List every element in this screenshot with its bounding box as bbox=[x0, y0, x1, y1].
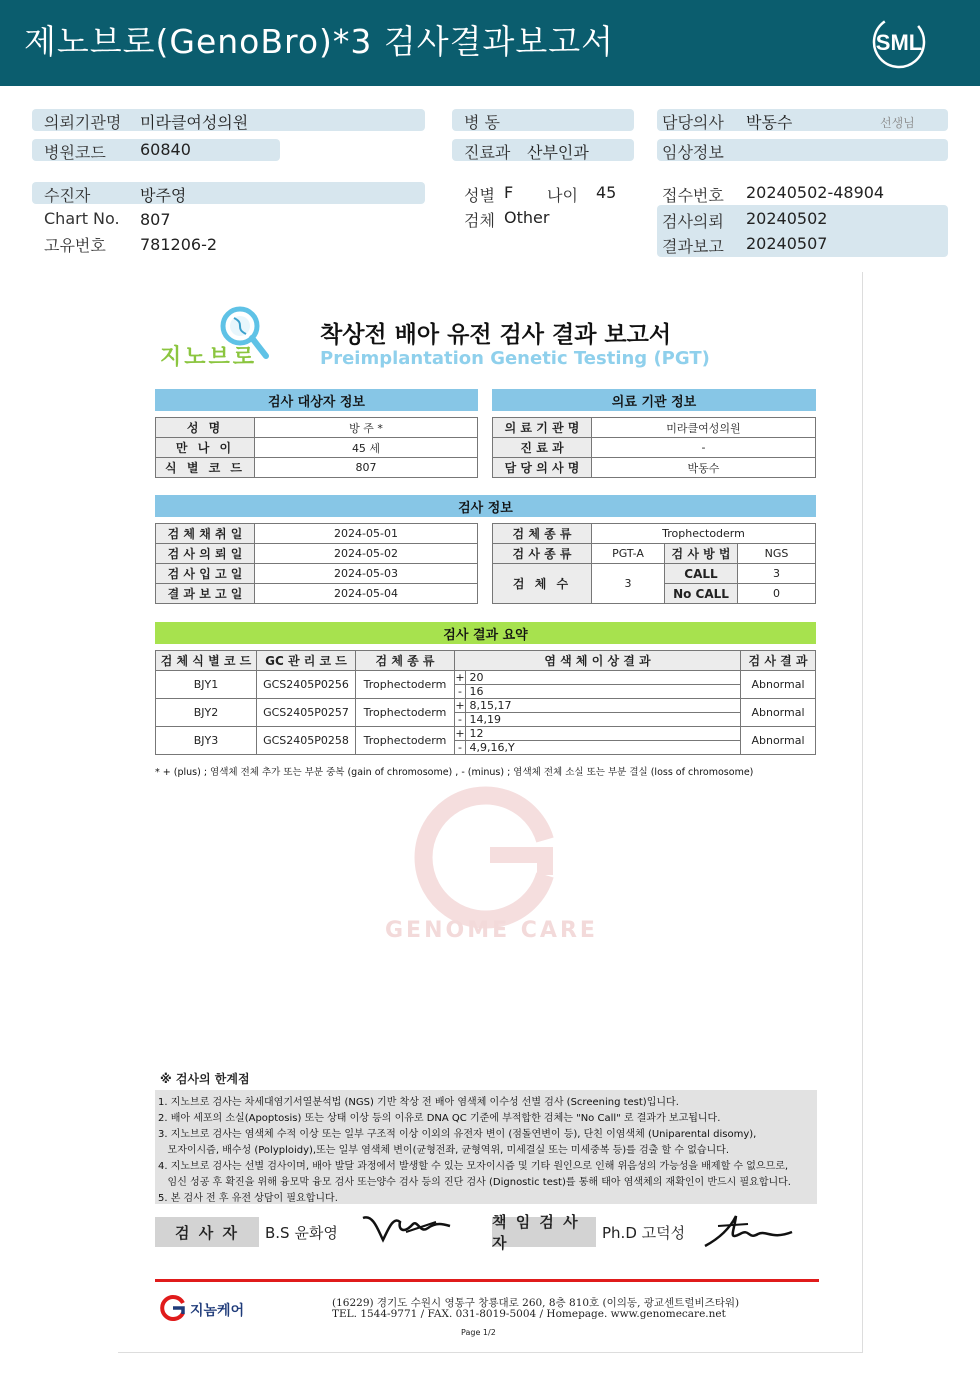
specimen-value: Other bbox=[504, 208, 550, 227]
limit-item: 1. 지노브로 검사는 차세대염기서열분석법 (NGS) 기반 착상 전 배아 염색체 이수성 선별 검사 (Screening test)입니다. bbox=[158, 1097, 679, 1108]
sex-label: 성별 bbox=[464, 186, 495, 205]
chart-value: 807 bbox=[140, 210, 171, 229]
gain-value: 8,15,17 bbox=[469, 699, 512, 712]
table-row bbox=[156, 699, 816, 727]
tester-label: 검 사 자 bbox=[155, 1217, 259, 1247]
request-date-value: 2024-05-02 bbox=[255, 544, 478, 564]
watermark-g-icon bbox=[405, 780, 575, 930]
subject-age-value: 45 세 bbox=[255, 438, 478, 458]
report-title: 착상전 배아 유전 검사 결과 보고서 bbox=[320, 322, 672, 348]
chromosome-cell bbox=[455, 727, 741, 755]
gc-code-cell: GCS2405P0257 bbox=[257, 699, 356, 727]
table-row bbox=[493, 524, 816, 544]
inst-name-label: 의 료 기 관 명 bbox=[493, 418, 592, 438]
brand-text: 지노브로 bbox=[160, 345, 258, 370]
sample-id-cell: BJY3 bbox=[156, 727, 257, 755]
test-dates-table bbox=[155, 523, 478, 604]
test-type-label: 검 사 종 류 bbox=[493, 544, 592, 564]
count-value: 3 bbox=[592, 564, 665, 604]
chromosome-cell bbox=[455, 671, 741, 699]
summary-header-row bbox=[156, 651, 816, 671]
inst-doctor-label: 담 당 의 사 명 bbox=[493, 458, 592, 478]
institution-value: 미라클여성의원 bbox=[140, 113, 249, 132]
page-number: Page 1/2 bbox=[461, 1328, 496, 1337]
table-row bbox=[156, 438, 478, 458]
hospital-code-label: 병원코드 bbox=[44, 143, 106, 162]
footer-contact: TEL. 1544-9771 / FAX. 031-8019-5004 / Homepage. www.genomecare.net bbox=[332, 1308, 726, 1320]
doctor-label: 담당의사 bbox=[662, 113, 724, 132]
limit-item: 모자이시즘, 배수성 (Polyploidy),또는 일부 염색체 변이(균형전좌, 균형역위, 미세결실 또는 미세중복 등)를 검출 할 수 없습니다. bbox=[158, 1145, 730, 1156]
method-label: 검 사 방 법 bbox=[665, 544, 738, 564]
table-row bbox=[156, 727, 816, 755]
table-row bbox=[156, 524, 478, 544]
minus-sign: - bbox=[455, 685, 466, 698]
subject-table bbox=[155, 417, 478, 478]
col-chromosome: 염 색 체 이 상 결 과 bbox=[455, 651, 741, 671]
logo-text: SML bbox=[875, 30, 923, 55]
table-row bbox=[156, 418, 478, 438]
patient-value: 방주영 bbox=[140, 186, 187, 205]
institution-table bbox=[492, 417, 816, 478]
inst-dept-label: 진 료 과 bbox=[493, 438, 592, 458]
footnote: * + (plus) ; 염색체 전체 추가 또는 부분 중복 (gain of chromosome) , - (minus) ; 염색체 전체 소실 또는 부분 결실 (loss of chromosome) bbox=[155, 767, 754, 778]
summary-header: 검사 결과 요약 bbox=[155, 622, 816, 644]
chromosome-cell bbox=[455, 699, 741, 727]
sml-logo bbox=[868, 14, 930, 70]
test-type-value: PGT-A bbox=[592, 544, 665, 564]
loss-value: 16 bbox=[469, 685, 484, 698]
count-label: 검 체 수 bbox=[493, 564, 592, 604]
subject-name-value: 방 주 * bbox=[255, 418, 478, 438]
subject-id-label: 식 별 코 드 bbox=[156, 458, 255, 478]
request-date-label: 검 사 의 뢰 일 bbox=[156, 544, 255, 564]
receive-label: 검 사 입 고 일 bbox=[156, 564, 255, 584]
specimen-cell: Trophectoderm bbox=[356, 671, 455, 699]
table-row bbox=[493, 564, 816, 584]
genomecare-logo bbox=[158, 1293, 188, 1327]
specimen-label: 검체 bbox=[464, 211, 495, 230]
institution-label: 의뢰기관명 bbox=[44, 113, 122, 132]
sml-logo-icon bbox=[868, 14, 930, 70]
table-row bbox=[156, 584, 478, 604]
limit-item: 4. 지노브로 검사는 선별 검사이며, 배아 발달 과정에서 발생할 수 있는 모자이시즘 및 기타 원인으로 인해 위음성의 가능성을 배제할 수 없으므로, bbox=[158, 1161, 789, 1172]
department-label: 진료과 bbox=[464, 143, 511, 162]
report-date-value: 2024-05-04 bbox=[255, 584, 478, 604]
plus-sign: + bbox=[455, 671, 465, 684]
subject-id-value: 807 bbox=[255, 458, 478, 478]
test-info-header: 검사 정보 bbox=[155, 495, 816, 517]
director-label: 책 임 검 사 자 bbox=[492, 1217, 596, 1247]
unique-label: 고유번호 bbox=[44, 236, 106, 255]
col-sample-id: 검 체 식 별 코 드 bbox=[156, 651, 257, 671]
table-row bbox=[156, 564, 478, 584]
ward-label: 병 동 bbox=[464, 113, 500, 132]
report-date-label: 결 과 보 고 일 bbox=[156, 584, 255, 604]
doctor-suffix: 선생님 bbox=[880, 116, 915, 130]
genomecare-g-icon bbox=[158, 1293, 188, 1323]
nocall-label: No CALL bbox=[665, 584, 738, 604]
hospital-code-value: 60840 bbox=[140, 140, 191, 159]
gain-value: 20 bbox=[469, 671, 484, 684]
request-value: 20240502 bbox=[746, 209, 828, 228]
result-cell: Abnormal bbox=[741, 671, 816, 699]
plus-sign: + bbox=[455, 699, 465, 712]
table-row bbox=[493, 458, 816, 478]
loss-value: 14,19 bbox=[469, 713, 501, 726]
receipt-label: 접수번호 bbox=[662, 186, 724, 205]
report-label: 결과보고 bbox=[662, 237, 724, 256]
specimen-type-label: 검 체 종 류 bbox=[493, 524, 592, 544]
specimen-cell: Trophectoderm bbox=[356, 727, 455, 755]
gc-code-cell: GCS2405P0258 bbox=[257, 727, 356, 755]
table-row bbox=[156, 671, 816, 699]
receipt-value: 20240502-48904 bbox=[746, 183, 885, 202]
age-label: 나이 bbox=[547, 186, 578, 205]
sample-id-cell: BJY2 bbox=[156, 699, 257, 727]
doctor-value: 박동수 bbox=[746, 113, 793, 132]
genobro-logo bbox=[160, 304, 275, 370]
loss-value: 4,9,16,Y bbox=[469, 741, 515, 754]
footer-address: (16229) 경기도 수원시 영통구 창룡대로 260, 8층 810호 (이의동, 광교센트럴비즈타워) bbox=[332, 1297, 740, 1309]
footer-company: 지놈케어 bbox=[190, 1303, 245, 1319]
limits-title: ※ 검사의 한계점 bbox=[160, 1072, 250, 1086]
method-value: NGS bbox=[738, 544, 816, 564]
tester-name: B.S 윤화영 bbox=[265, 1224, 338, 1242]
watermark-text: GENOME CARE bbox=[385, 918, 598, 943]
department-value: 산부인과 bbox=[527, 143, 589, 162]
limit-item: 2. 배아 세포의 소실(Apoptosis) 또는 상태 이상 등의 이유로 DNA QC 기준에 부적합한 검체는 "No Call" 로 결과가 보고됩니다. bbox=[158, 1113, 721, 1124]
minus-sign: - bbox=[455, 741, 466, 754]
unique-value: 781206-2 bbox=[140, 235, 218, 254]
subject-name-label: 성 명 bbox=[156, 418, 255, 438]
director-signature bbox=[700, 1210, 795, 1256]
request-label: 검사의뢰 bbox=[662, 212, 724, 231]
specimen-cell: Trophectoderm bbox=[356, 699, 455, 727]
nocall-value: 0 bbox=[738, 584, 816, 604]
subject-info-header: 검사 대상자 정보 bbox=[155, 389, 478, 411]
inst-name-value: 미라클여성의원 bbox=[592, 418, 816, 438]
call-value: 3 bbox=[738, 564, 816, 584]
inst-dept-value: - bbox=[592, 438, 816, 458]
age-value: 45 bbox=[596, 183, 617, 202]
result-cell: Abnormal bbox=[741, 727, 816, 755]
report-subtitle: Preimplantation Genetic Testing (PGT) bbox=[320, 348, 710, 369]
table-row bbox=[493, 544, 816, 564]
table-row bbox=[156, 458, 478, 478]
table-row bbox=[493, 438, 816, 458]
summary-table bbox=[155, 650, 816, 755]
signature-icon bbox=[358, 1210, 453, 1250]
page-title: 제노브로(GenoBro)*3 검사결과보고서 bbox=[24, 22, 615, 61]
patient-label: 수진자 bbox=[44, 186, 91, 205]
brand-name bbox=[160, 340, 257, 371]
receive-value: 2024-05-03 bbox=[255, 564, 478, 584]
clinical-label: 임상정보 bbox=[662, 143, 724, 162]
gain-value: 12 bbox=[469, 727, 484, 740]
table-row bbox=[493, 418, 816, 438]
gc-code-cell: GCS2405P0256 bbox=[257, 671, 356, 699]
genomecare-watermark bbox=[405, 780, 575, 930]
limit-item: 5. 본 검사 전 후 유전 상담이 필요합니다. bbox=[158, 1193, 338, 1204]
limit-item: 임신 성공 후 확진을 위해 융모막 융모 검사 또는양수 검사 등의 진단 검사 (Dignostic test)를 통해 태아 염색체의 재확인이 반드시 필요합니다. bbox=[158, 1177, 791, 1188]
collect-label: 검 체 채 취 일 bbox=[156, 524, 255, 544]
minus-sign: - bbox=[455, 713, 466, 726]
subject-age-label: 만 나 이 bbox=[156, 438, 255, 458]
call-label: CALL bbox=[665, 564, 738, 584]
inst-doctor-value: 박동수 bbox=[592, 458, 816, 478]
test-type-table bbox=[492, 523, 816, 604]
plus-sign: + bbox=[455, 727, 465, 740]
director-name: Ph.D 고덕성 bbox=[602, 1224, 686, 1242]
footer-rule bbox=[155, 1279, 819, 1282]
report-value: 20240507 bbox=[746, 234, 828, 253]
sample-id-cell: BJY1 bbox=[156, 671, 257, 699]
col-gc-code: GC 관 리 코 드 bbox=[257, 651, 356, 671]
tester-signature bbox=[358, 1210, 453, 1254]
institution-info-header: 의료 기관 정보 bbox=[492, 389, 816, 411]
result-cell: Abnormal bbox=[741, 699, 816, 727]
col-result: 검 사 결 과 bbox=[741, 651, 816, 671]
table-row bbox=[156, 544, 478, 564]
signature-icon bbox=[700, 1210, 795, 1252]
patient-band bbox=[32, 182, 425, 204]
chart-label: Chart No. bbox=[44, 209, 120, 228]
limit-item: 3. 지노브로 검사는 염색체 수적 이상 또는 일부 구조적 이상 이외의 유전자 변이 (점돌연변이 등), 단친 이염색체 (Uniparental disomy), bbox=[158, 1129, 757, 1140]
col-specimen: 검 체 종 류 bbox=[356, 651, 455, 671]
collect-value: 2024-05-01 bbox=[255, 524, 478, 544]
sex-value: F bbox=[504, 183, 514, 202]
specimen-type-value: Trophectoderm bbox=[592, 524, 816, 544]
